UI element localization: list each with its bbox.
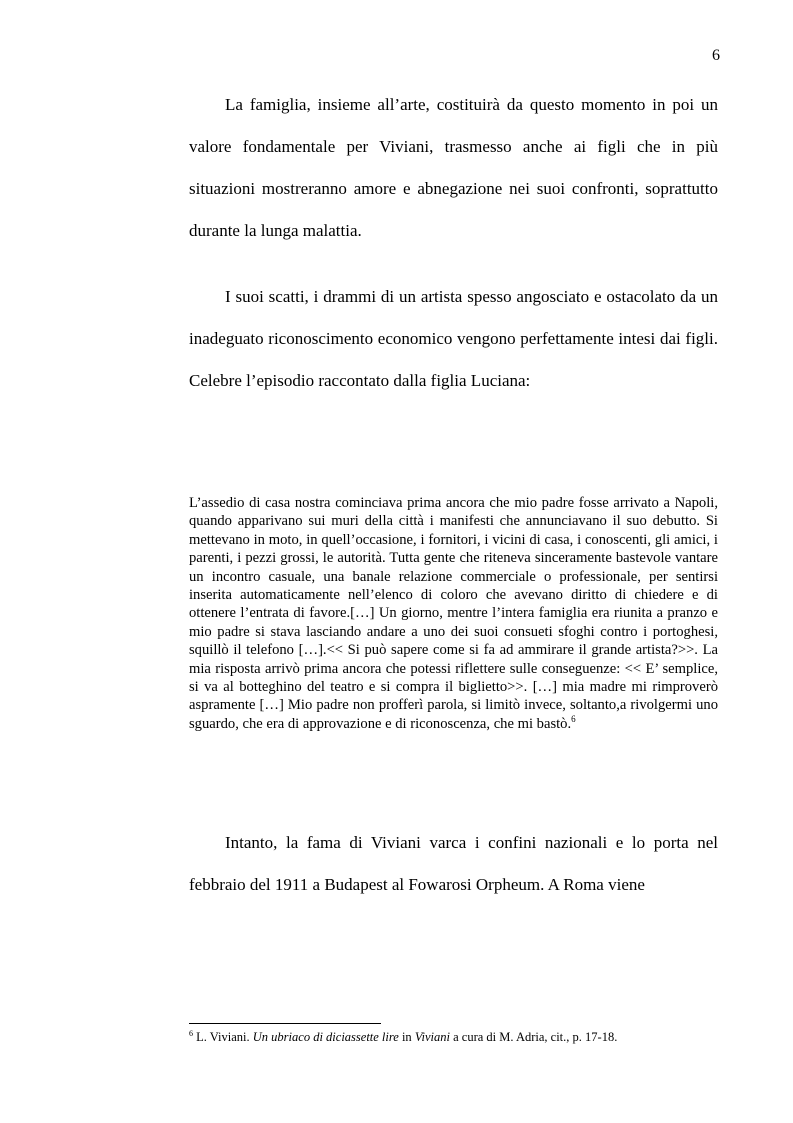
footnote [189, 1029, 718, 1045]
body-paragraph-fame: Intanto, la fama di Viviani varca i confini nazionali e lo porta nel febbraio del 1911 a Budapest al Fowarosi Orpheum. A Roma viene [189, 833, 718, 894]
footnote-citation: a cura di M. Adria, cit., p. 17-18. [450, 1030, 618, 1044]
footnote-separator [189, 1023, 381, 1024]
body-paragraph-outbursts: I suoi scatti, i drammi di un artista spesso angosciato e ostacolato da un inadeguato riconoscimento economico vengono perfettamente intesi dai figli. Celebre l’episodio raccontato dalla figlia Luciana: [189, 287, 718, 390]
body-paragraph-family: La famiglia, insieme all’arte, costituirà da questo momento in poi un valore fondamentale per Viviani, trasmesso anche ai figli che in più situazioni mostreranno amore e abnegazione nei suoi confronti, soprattutto durante la lunga malattia. [189, 95, 718, 240]
footnote-connector: in [398, 1030, 415, 1044]
footnote-author: L. Viviani. [193, 1030, 253, 1044]
footnote-title: Un ubriaco di diciassette lire [252, 1030, 399, 1044]
footnote-reference: 6 [571, 714, 576, 725]
block-quote [189, 494, 718, 733]
block-quote-text: L’assedio di casa nostra cominciava prima ancora che mio padre fosse arrivato a Napoli, quando apparivano sui muri della città i manifesti che annunciavano il suo debutto. Si mettevano in moto, in quell’occasione, i fornitori, i vicini di casa, i conoscenti, gli amici, i parenti, i pezzi grossi, le autorità. Tutta gente che riteneva sinceramente bastevole vantare un incontro casuale, una banale relazione commerciale o professionale, per sentirsi inserita automaticamente nell’elenco di coloro che avevano diritto di chiedere e di ottenere l’entrata di favore.[…] Un giorno, mentre l’intera famiglia era riunita a pranzo e mio padre si stava lasciando andare a uno dei suoi consueti sfoghi contro i portoghesi, squillò il telefono […].<< Si può sapere come si fa ad ammirare il grande artista?>>. La mia risposta arrivò prima ancora che potessi riflettere sulle conseguenze: << E’ semplice, si va al botteghino del teatro e si compra il biglietto>>. […] mia madre mi rimproverò aspramente […] Mio padre non profferì parola, si limitò invece, soltanto,a rivolgermi uno sguardo, che era di approvazione e di riconoscenza, che mi bastò. [189, 495, 718, 732]
footnote-number: 6 [189, 1028, 193, 1038]
footnote-book: Viviani [414, 1030, 450, 1044]
page-number: 6 [712, 47, 720, 64]
